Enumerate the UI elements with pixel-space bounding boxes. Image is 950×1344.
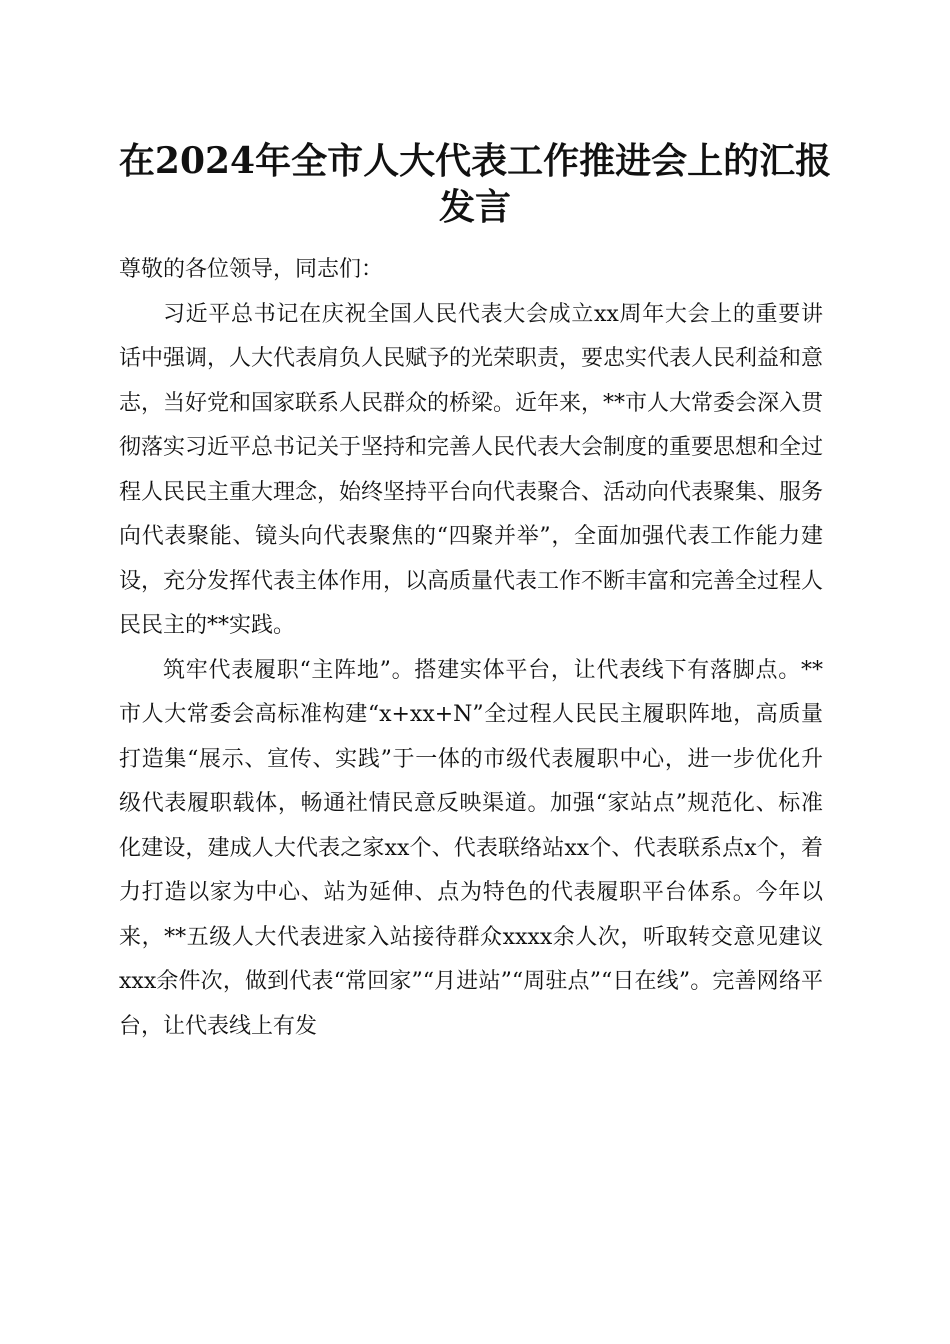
paragraph-platform: 筑牢代表履职“主阵地”。搭建实体平台，让代表线下有落脚点。**市人大常委会高标准构建“x+xx+N”全过程人民民主履职阵地，高质量打造集“展示、宣传、实践”于一体的市级代表履职中心，进一步优化升级代表履职载体，畅通社情民意反映渠道。加强“家站点”规范化、标准化建设，建成人大代表之家xx个、代表联络站xx个、代表联系点x个，着力打造以家为中心、站为延伸、点为特色的代表履职平台体系。今年以来，**五级人大代表进家入站接待群众xxxx余人次，听取转交意见建议xxx余件次，做到代表“常回家”“月进站”“周驻点”“日在线”。完善网络平台，让代表线上有发: [119, 657, 823, 1039]
paragraph-intro: 习近平总书记在庆祝全国人民代表大会成立xx周年大会上的重要讲话中强调，人大代表肩负人民赋予的光荣职责，要忠实代表人民利益和意志，当好党和国家联系人民群众的桥梁。近年来，**市人大常委会深入贯彻落实习近平总书记关于坚持和完善人民代表大会制度的重要思想和全过程人民民主重大理念，始终坚持平台向代表聚合、活动向代表聚集、服务向代表聚能、镜头向代表聚焦的“四聚并举”，全面加强代表工作能力建设，充分发挥代表主体作用，以高质量代表工作不断丰富和完善全过程人民民主的**实践。: [119, 301, 824, 638]
document-body: [119, 248, 823, 1049]
salutation: 尊敬的各位领导，同志们：: [119, 257, 384, 282]
document-title: 在2024年全市人大代表工作推进会上的汇报发言: [118, 140, 832, 228]
